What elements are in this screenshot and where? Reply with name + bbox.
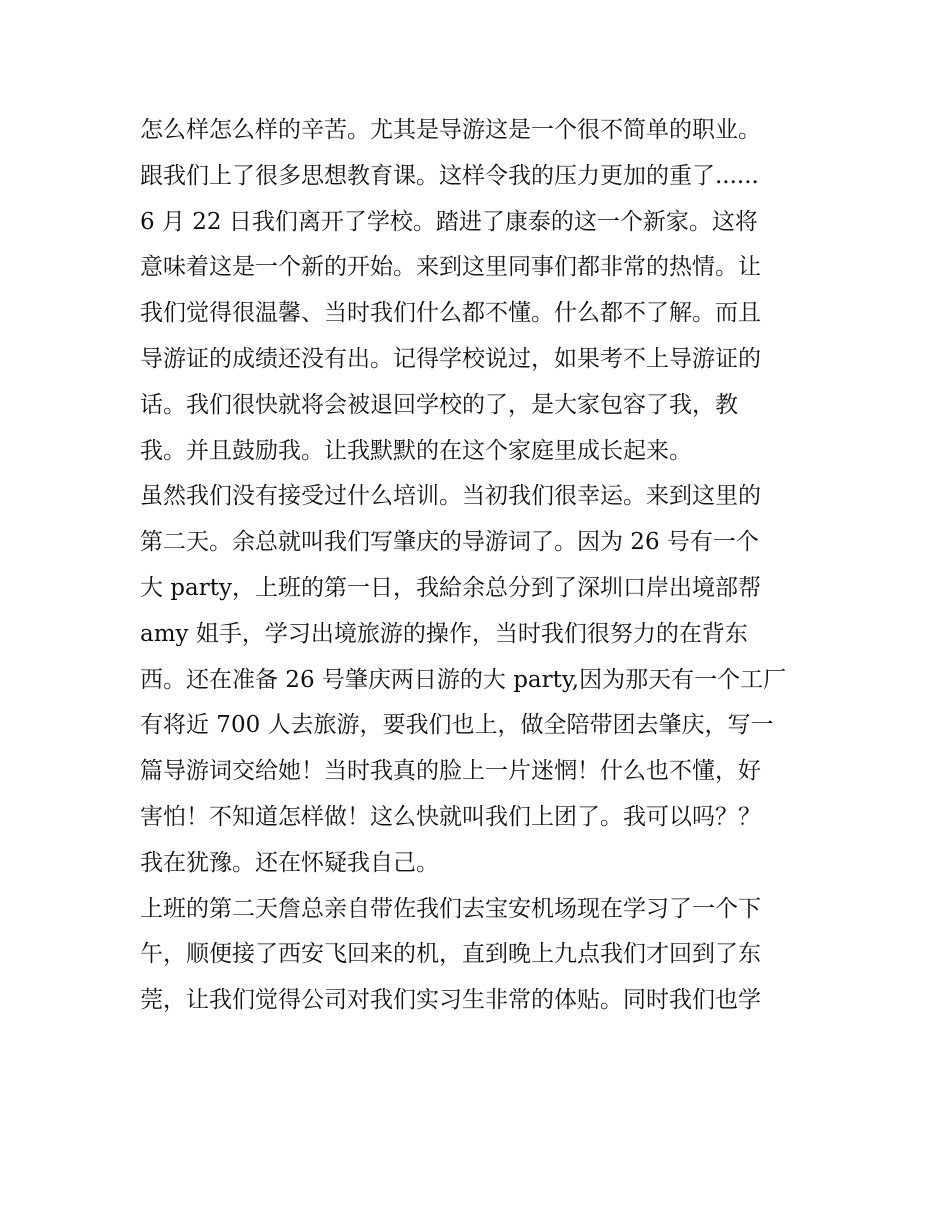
text-line: 虽然我们没有接受过什么培训。当初我们很幸运。来到这里的	[140, 483, 761, 510]
text-line: 篇导游词交给她！当时我真的脸上一片迷惘！什么也不懂，好	[140, 758, 761, 785]
text-line: 莞，让我们觉得公司对我们实习生非常的体贴。同时我们也学	[140, 987, 761, 1014]
text-line: 害怕！不知道怎样做！这么快就叫我们上团了。我可以吗？？	[140, 803, 761, 830]
text-line: 怎么样怎么样的辛苦。尤其是导游这是一个很不简单的职业。	[140, 117, 761, 143]
text-line: amy 姐手，学习出境旅游的操作，当时我们很努力的在背东	[140, 620, 748, 647]
text-line: 有将近 700 人去旅游，要我们也上，做全陪带团去肇庆，写一	[140, 712, 774, 739]
text-line: 导游证的成绩还没有出。记得学校说过，如果考不上导游证的	[140, 345, 761, 372]
text-line: 我在犹豫。还在怀疑我自己。	[140, 849, 439, 876]
text-line: 大 party，上班的第一日，我給余总分到了深圳口岸出境部帮	[140, 574, 761, 601]
text-line: 我们觉得很温馨、当时我们什么都不懂。什么都不了解。而且	[140, 300, 761, 327]
text-line: 第二天。余总就叫我们写肇庆的导游词了。因为 26 号有一个	[140, 529, 759, 556]
text-line: 意味着这是一个新的开始。来到这里同事们都非常的热情。让	[140, 254, 761, 281]
text-line: 话。我们很快就将会被退回学校的了，是大家包容了我，教	[140, 391, 738, 418]
text-line: 午，顺便接了西安飞回来的机，直到晚上九点我们才回到了东	[140, 941, 761, 968]
text-line: 跟我们上了很多思想教育课。这样令我的压力更加的重了......	[140, 162, 759, 189]
text-line: 我。并且鼓励我。让我默默的在这个家庭里成长起来。	[140, 437, 692, 464]
text-line: 6 月 22 日我们离开了学校。踏进了康泰的这一个新家。这将	[140, 208, 758, 235]
document-body	[140, 108, 820, 1024]
text-line: 西。还在准备 26 号肇庆两日游的大 party,因为那天有一个工厂	[140, 666, 787, 693]
text-line: 上班的第二天詹总亲自带佐我们去宝安机场现在学习了一个下	[140, 895, 761, 922]
